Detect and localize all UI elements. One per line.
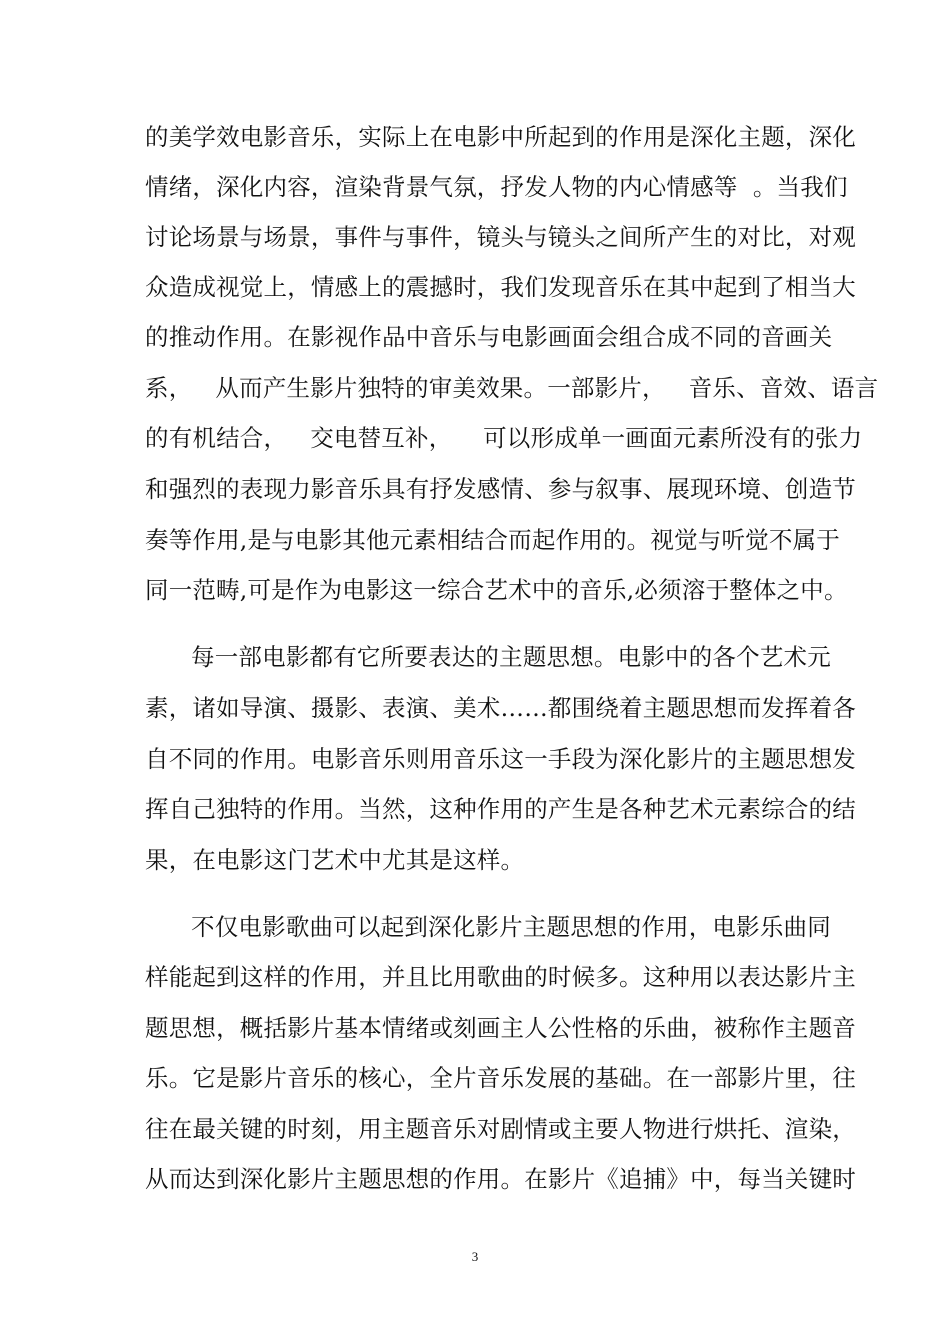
text-line: 的有机结合， 交电替互补， 可以形成单一画面元素所没有的张力 xyxy=(145,424,863,452)
text-line: 众造成视觉上，情感上的震撼时，我们发现音乐在其中起到了相当大 xyxy=(145,273,856,301)
text-line: 和强烈的表现力影音乐具有抒发感情、参与叙事、展现环境、创造节 xyxy=(145,475,856,503)
text-line: 样能起到这样的作用，并且比用歌曲的时候多。这种用以表达影片主 xyxy=(145,963,856,991)
page-number: 3 xyxy=(471,1249,479,1264)
text-line: 自不同的作用。电影音乐则用音乐这一手段为深化影片的主题思想发 xyxy=(145,745,856,773)
text-line: 的美学效电影音乐，实际上在电影中所起到的作用是深化主题，深化 xyxy=(145,123,856,151)
text-line: 乐。它是影片音乐的核心，全片音乐发展的基础。在一部影片里，往 xyxy=(145,1064,856,1092)
text-line: 同一范畴,可是作为电影这一综合艺术中的音乐,必须溶于整体之中。 xyxy=(145,576,848,604)
text-line: 往在最关键的时刻，用主题音乐对剧情或主要人物进行烘托、渲染， xyxy=(145,1115,856,1143)
text-line: 情绪，深化内容，渲染背景气氛，抒发人物的内心情感等 。当我们 xyxy=(145,173,848,201)
text-line: 奏等作用,是与电影其他元素相结合而起作用的。视觉与听觉不属于 xyxy=(145,526,840,554)
text-line: 的推动作用。在影视作品中音乐与电影画面会组合成不同的音画关 xyxy=(145,323,833,351)
text-line: 不仅电影歌曲可以起到深化影片主题思想的作用，电影乐曲同 xyxy=(145,913,831,941)
text-line: 素，诸如导演、摄影、表演、美术……都围绕着主题思想而发挥着各 xyxy=(145,694,856,722)
text-line: 讨论场景与场景，事件与事件，镜头与镜头之间所产生的对比，对观 xyxy=(145,223,856,251)
text-line: 挥自己独特的作用。当然，这种作用的产生是各种艺术元素综合的结 xyxy=(145,795,856,823)
text-line: 题思想，概括影片基本情绪或刻画主人公性格的乐曲，被称作主题音 xyxy=(145,1014,856,1042)
text-line: 果，在电影这门艺术中尤其是这样。 xyxy=(145,846,525,874)
text-line: 每一部电影都有它所要表达的主题思想。电影中的各个艺术元 xyxy=(145,643,831,671)
text-line: 系， 从而产生影片独特的审美效果。一部影片， 音乐、音效、语言 xyxy=(145,374,879,402)
text-line: 从而达到深化影片主题思想的作用。在影片《追捕》中，每当关键时 xyxy=(145,1165,856,1193)
